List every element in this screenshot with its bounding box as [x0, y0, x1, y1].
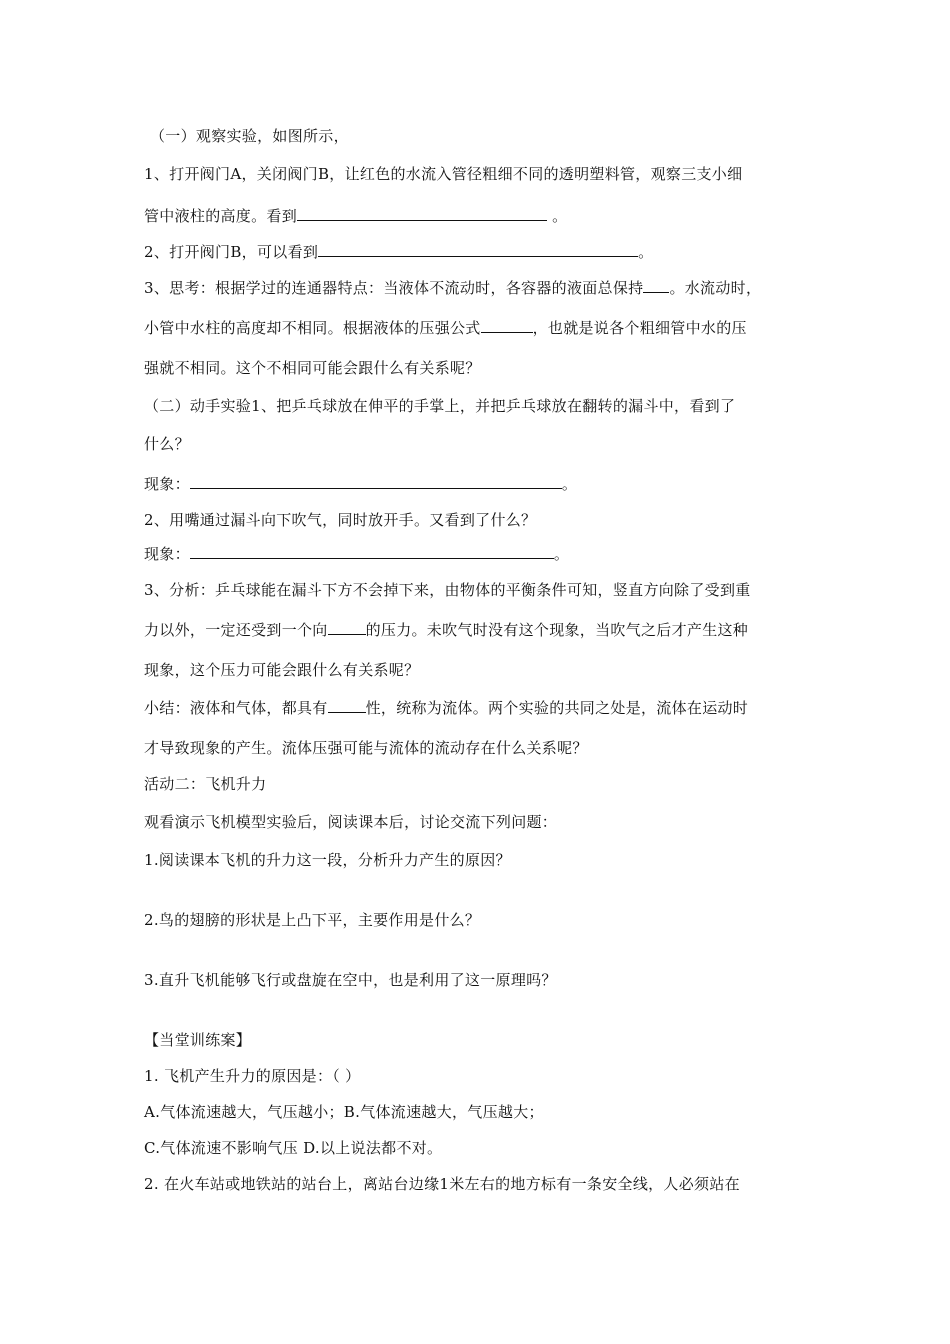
- line-text-before-blank: 力以外，一定还受到一个向: [144, 621, 328, 639]
- text-line: （一）观察实验，如图所示，: [150, 127, 349, 145]
- text-line: 2. 在火车站或地铁站的站台上，离站台边缘1米左右的地方标有一条安全线，人必须站在: [144, 1175, 740, 1193]
- text-line: 强就不相同。这个不相同可能会跟什么有关系呢？: [144, 359, 481, 377]
- line-text-after-blank: 。: [547, 207, 568, 225]
- line-text-before-blank: 管中液柱的高度。看到: [144, 207, 298, 225]
- line-text-before-blank: 现象：: [144, 475, 190, 493]
- line-text-before-blank: 小结：液体和气体，都具有: [144, 699, 328, 717]
- text-line: （二）动手实验1、把乒乓球放在伸平的手掌上，并把乒乓球放在翻转的漏斗中，看到了: [144, 397, 736, 415]
- text-line: 1. 飞机产生升力的原因是：（ ）: [144, 1067, 361, 1085]
- line-text-after-blank: 的压力。未吹气时没有这个现象，当吹气之后才产生这种: [365, 621, 749, 639]
- fill-in-blank[interactable]: [190, 544, 554, 559]
- text-line: [144, 544, 824, 564]
- line-text-after-blank: 性，统称为流体。两个实验的共同之处是，流体在运动时: [365, 699, 749, 717]
- fill-in-blank[interactable]: [328, 698, 366, 713]
- text-line: 2、用嘴通过漏斗向下吹气，同时放开手。又看到了什么？: [144, 511, 537, 529]
- line-text-before-blank: 2、打开阀门B，可以看到: [144, 243, 319, 261]
- text-line: C.气体流速不影响气压 D.以上说法都不对。: [144, 1139, 443, 1157]
- text-line: [144, 206, 824, 226]
- text-line: [144, 620, 824, 640]
- fill-in-blank[interactable]: [318, 242, 638, 257]
- text-line: 才导致现象的产生。流体压强可能与流体的流动存在什么关系呢？: [144, 739, 588, 757]
- text-line: [144, 698, 824, 718]
- text-line: [144, 474, 824, 494]
- text-line: 1、打开阀门A，关闭阀门B，让红色的水流入管径粗细不同的透明塑料管，观察三支小细: [144, 165, 743, 183]
- fill-in-blank[interactable]: [643, 278, 669, 293]
- fill-in-blank[interactable]: [190, 474, 562, 489]
- text-line: [144, 278, 824, 298]
- line-text-after-blank: 。: [553, 545, 570, 563]
- line-text-before-blank: 现象：: [144, 545, 190, 563]
- line-text-after-blank: 。: [561, 475, 578, 493]
- text-line: 什么？: [144, 435, 190, 453]
- text-line: 现象，这个压力可能会跟什么有关系呢？: [144, 661, 420, 679]
- text-line: [144, 318, 824, 338]
- text-line: 【当堂训练案】: [144, 1031, 252, 1049]
- line-text-after-blank: ，也就是说各个粗细管中水的压: [532, 319, 747, 337]
- fill-in-blank[interactable]: [297, 206, 547, 221]
- text-line: 3、分析：乒乓球能在漏斗下方不会掉下来，由物体的平衡条件可知，竖直方向除了受到重: [144, 581, 751, 599]
- text-line: 活动二：飞机升力: [144, 775, 267, 793]
- text-line: 3.直升飞机能够飞行或盘旋在空中，也是利用了这一原理吗？: [144, 971, 557, 989]
- fill-in-blank[interactable]: [328, 620, 366, 635]
- text-line: 2.鸟的翅膀的形状是上凸下平，主要作用是什么？: [144, 911, 481, 929]
- text-line: [144, 242, 824, 262]
- line-text-before-blank: 3、思考：根据学过的连通器特点：当液体不流动时，各容器的液面总保持: [144, 279, 644, 297]
- line-text-before-blank: 小管中水柱的高度却不相同。根据液体的压强公式: [144, 319, 481, 337]
- text-line: A.气体流速越大，气压越小；B.气体流速越大，气压越大；: [144, 1103, 544, 1121]
- line-text-after-blank: 。水流动时，: [669, 279, 762, 297]
- line-text-after-blank: 。: [638, 243, 654, 261]
- text-line: 1.阅读课本飞机的升力这一段，分析升力产生的原因？: [144, 851, 511, 869]
- text-line: 观看演示飞机模型实验后，阅读课本后，讨论交流下列问题：: [144, 813, 558, 831]
- fill-in-blank[interactable]: [481, 318, 533, 333]
